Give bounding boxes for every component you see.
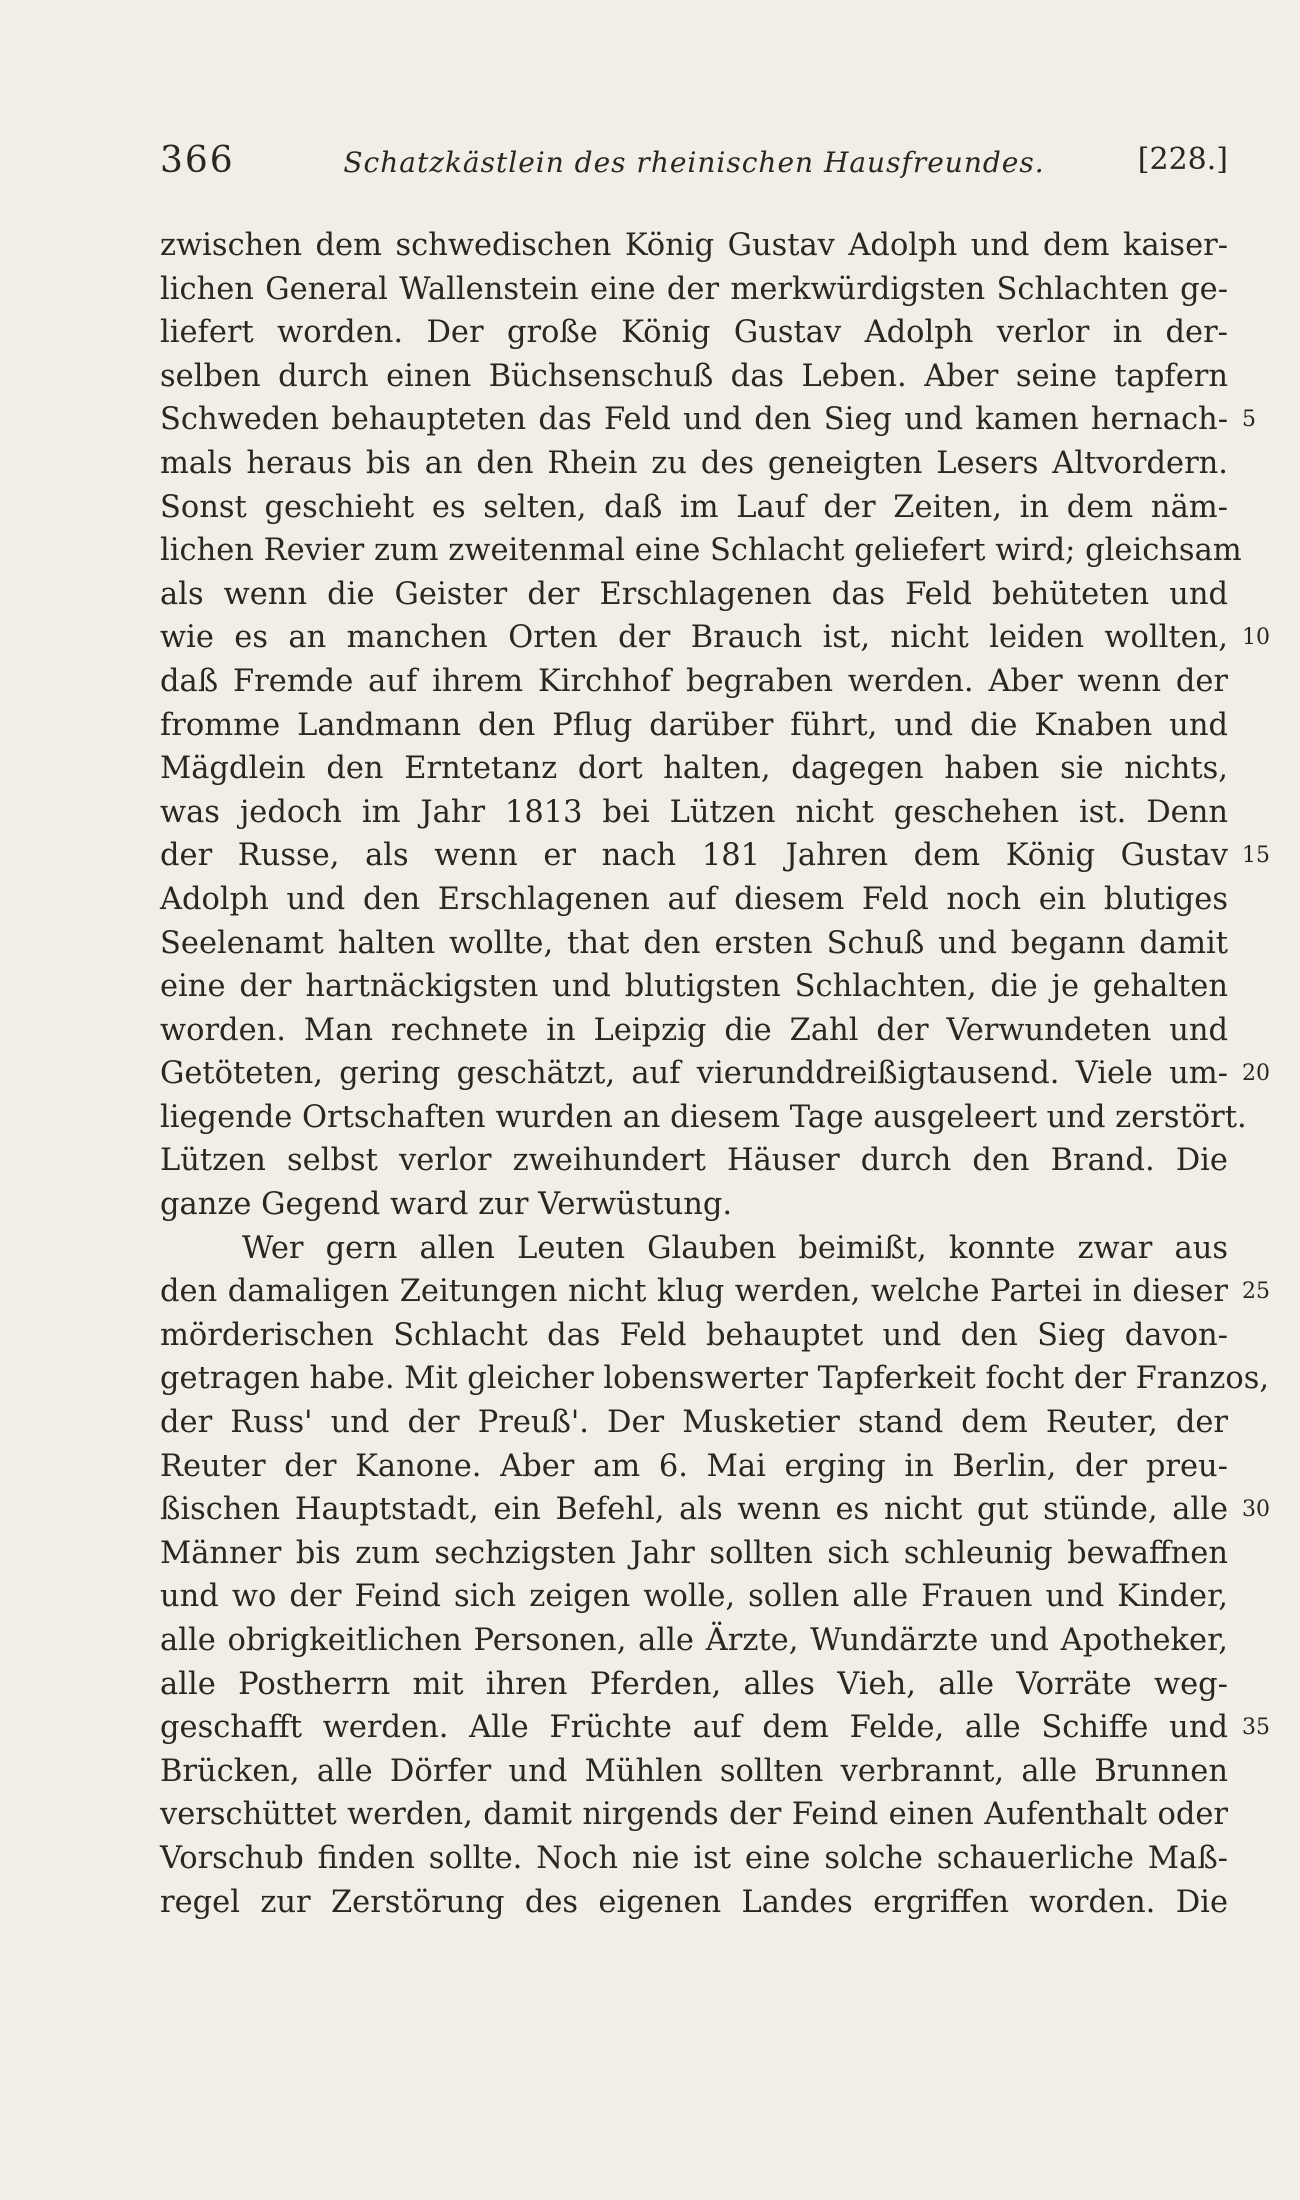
text-line: selben durch einen Büchsenschuß das Leben. Aber seine tapfern (160, 358, 1228, 394)
text-line: eine der hartnäckigsten und blutigsten Schlachten, die je gehalten (160, 969, 1228, 1005)
text-line: Sonst geschieht es selten, daß im Lauf der Zeiten, in dem näm- (160, 489, 1228, 525)
text-line: Seelenamt halten wollte, that den ersten Schuß und begann damit (160, 925, 1228, 961)
text-line: Wer gern allen Leuten Glauben beimißt, konnte zwar aus (242, 1230, 1228, 1266)
text-line: verschüttet werden, damit nirgends der Feind einen Aufenthalt oder (160, 1797, 1228, 1833)
text-line: wie es an manchen Orten der Brauch ist, nicht leiden wollten, (160, 620, 1228, 656)
text-line: und wo der Feind sich zeigen wolle, sollen alle Frauen und Kinder, (160, 1579, 1228, 1615)
line-number: 15 (1242, 843, 1270, 868)
page-number: 366 (160, 140, 235, 181)
sheet-reference: [228.] (1137, 142, 1228, 177)
text-line: liefert worden. Der große König Gustav Adolph verlor in der- (160, 315, 1228, 351)
text-line: zwischen dem schwedischen König Gustav Adolph und dem kaiser- (160, 228, 1228, 263)
text-line: fromme Landmann den Pflug darüber führt, und die Knaben und (160, 707, 1228, 743)
text-line: der Russ' und der Preuß'. Der Musketier stand dem Reuter, der (160, 1405, 1228, 1441)
text-line: lichen Revier zum zweitenmal eine Schlacht geliefert wird; gleichsam (160, 533, 1242, 569)
text-line: Getöteten, gering geschätzt, auf vierunddreißigtausend. Viele um- (160, 1056, 1228, 1092)
text-line: liegende Ortschaften wurden an diesem Tage ausgeleert und zerstört. (160, 1099, 1247, 1135)
text-line: Lützen selbst verlor zweihundert Häuser durch den Brand. Die (160, 1143, 1228, 1179)
line-number: 35 (1242, 1715, 1270, 1740)
text-line: ganze Gegend ward zur Verwüstung. (160, 1187, 733, 1223)
text-line: regel zur Zerstörung des eigenen Landes ergriffen worden. Die (160, 1884, 1228, 1920)
text-line: alle obrigkeitlichen Personen, alle Ärzte, Wundärzte und Apotheker, (160, 1623, 1228, 1658)
text-line: alle Postherrn mit ihren Pferden, alles Vieh, alle Vorräte weg- (160, 1666, 1228, 1702)
text-line: Reuter der Kanone. Aber am 6. Mai erging in Berlin, der preu- (160, 1448, 1228, 1484)
text-line: mörderischen Schlacht das Feld behauptet und den Sieg davon- (160, 1317, 1228, 1353)
text-line: den damaligen Zeitungen nicht klug werden, welche Partei in dieser (160, 1274, 1228, 1310)
text-line: als wenn die Geister der Erschlagenen das Feld behüteten und (160, 576, 1228, 612)
text-line: Schweden behaupteten das Feld und den Sieg und kamen hernach- (160, 402, 1228, 438)
running-title: Schatzkästlein des rheinischen Hausfreundes. (343, 146, 1045, 179)
text-line: lichen General Wallenstein eine der merkwürdigsten Schlachten ge- (160, 271, 1228, 307)
text-line: ßischen Hauptstadt, ein Befehl, als wenn es nicht gut stünde, alle (160, 1492, 1228, 1528)
text-line: geschafft werden. Alle Früchte auf dem Felde, alle Schiffe und (160, 1710, 1228, 1746)
text-line: daß Fremde auf ihrem Kirchhof begraben werden. Aber wenn der (160, 663, 1228, 699)
text-line: worden. Man rechnete in Leipzig die Zahl der Verwundeten und (160, 1012, 1228, 1048)
text-line: der Russe, als wenn er nach 181 Jahren dem König Gustav (160, 838, 1228, 874)
text-line: Vorschub finden sollte. Noch nie ist eine solche schauerliche Maß- (160, 1840, 1228, 1876)
text-line: was jedoch im Jahr 1813 bei Lützen nicht geschehen ist. Denn (160, 794, 1228, 830)
line-number: 10 (1242, 625, 1270, 650)
line-number: 5 (1242, 407, 1256, 432)
text-line: Mägdlein den Erntetanz dort halten, dagegen haben sie nichts, (160, 751, 1228, 787)
text-line: mals heraus bis an den Rhein zu des geneigten Lesers Altvordern. (160, 445, 1228, 481)
text-line: Brücken, alle Dörfer und Mühlen sollten verbrannt, alle Brunnen (160, 1753, 1228, 1789)
line-number: 20 (1242, 1061, 1270, 1086)
line-number: 30 (1242, 1497, 1270, 1522)
text-line: getragen habe. Mit gleicher lobenswerter Tapferkeit focht der Franzos, (160, 1361, 1270, 1397)
text-line: Adolph und den Erschlagenen auf diesem Feld noch ein blutiges (160, 881, 1228, 917)
text-line: Männer bis zum sechzigsten Jahr sollten sich schleunig bewaffnen (160, 1535, 1228, 1571)
line-number: 25 (1242, 1279, 1270, 1304)
page-header (160, 140, 1228, 190)
